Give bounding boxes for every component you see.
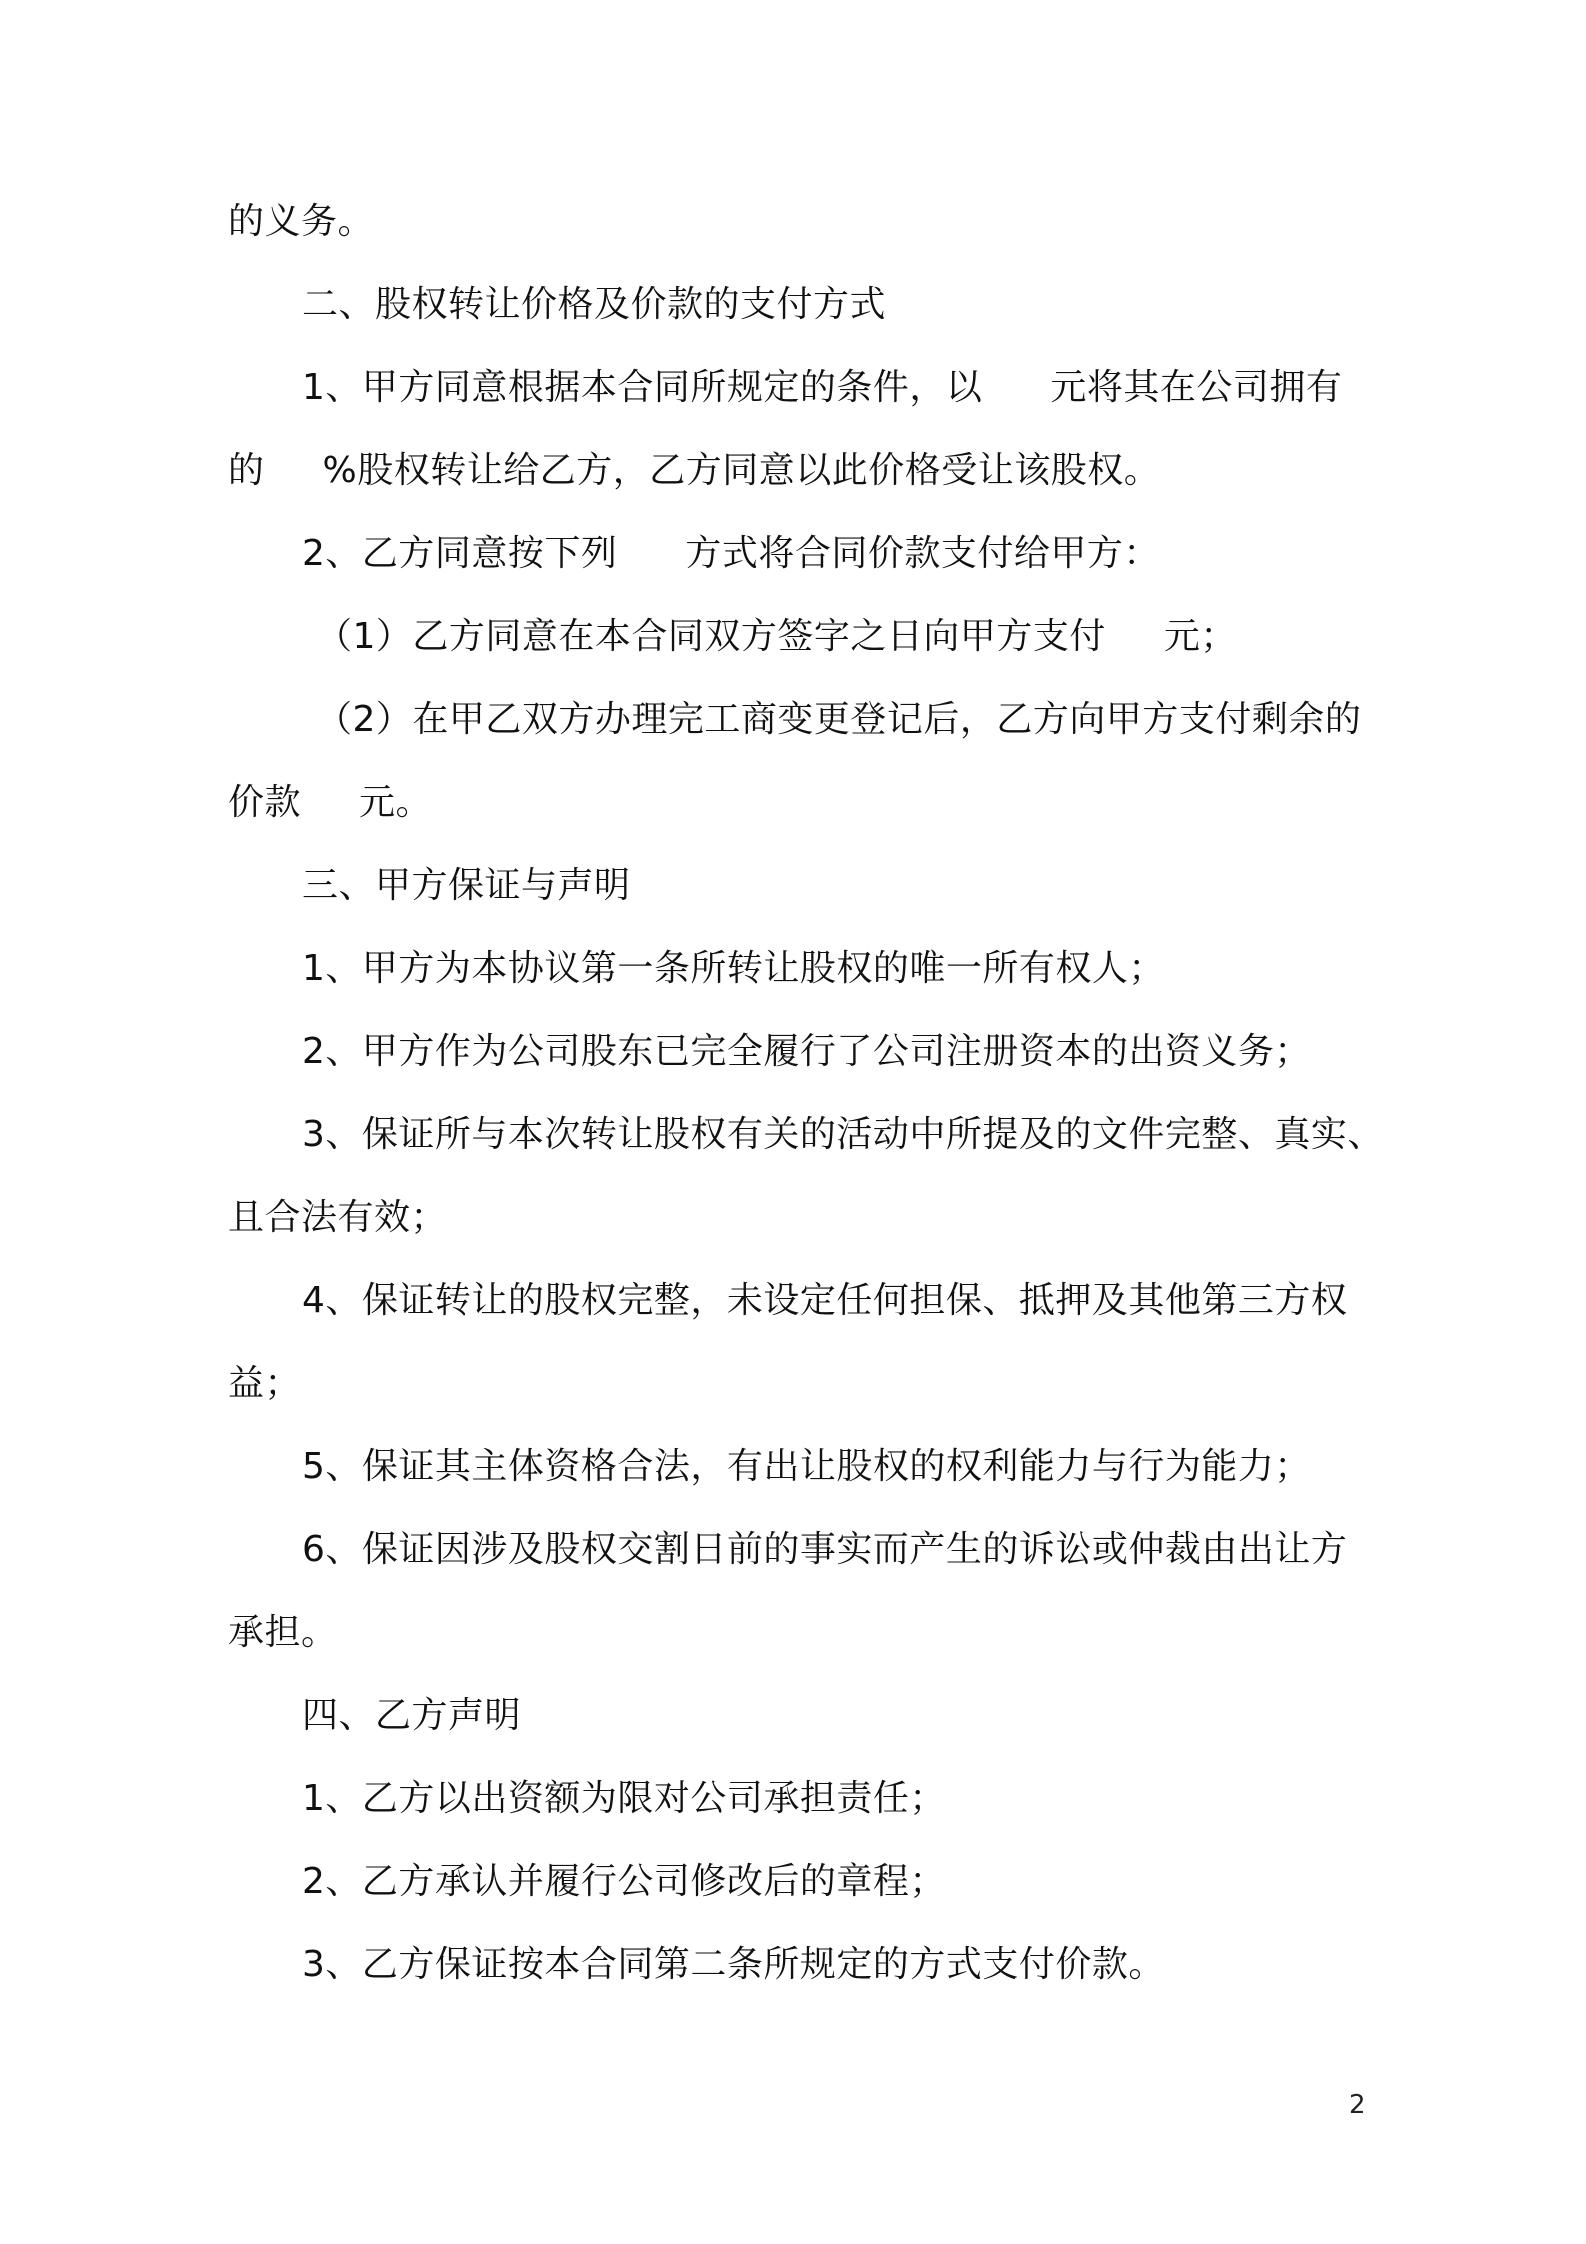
text-line: 1、乙方以出资额为限对公司承担责任； (302, 1778, 946, 1819)
text-line (228, 429, 1368, 512)
section-heading: 四、乙方声明 (302, 1695, 522, 1736)
text-line: 1、甲方为本协议第一条所转让股权的唯一所有权人； (302, 948, 1165, 989)
text-line: 承担。 (228, 1612, 338, 1653)
text-line (228, 512, 1368, 595)
text-segment: 2、乙方同意按下列 (302, 533, 618, 574)
text-line: （2）在甲乙双方办理完工商变更登记后，乙方向甲方支付剩余的 (316, 699, 1362, 740)
text-line: 且合法有效； (228, 1197, 448, 1238)
text-segment: 的 (228, 450, 265, 491)
text-segment: 元。 (359, 782, 433, 823)
text-line: 的义务。 (228, 201, 375, 242)
text-segment: 元； (1163, 616, 1237, 657)
text-line (228, 346, 1368, 429)
text-line: 3、乙方保证按本合同第二条所规定的方式支付价款。 (302, 1944, 1165, 1985)
text-line: 3、保证所与本次转让股权有关的活动中所提及的文件完整、真实、 (302, 1114, 1384, 1155)
text-line (228, 761, 1368, 844)
text-line: 4、保证转让的股权完整，未设定任何担保、抵押及其他第三方权 (302, 1280, 1348, 1321)
text-segment: 价款 (228, 782, 302, 823)
text-line: 6、保证因涉及股权交割日前的事实而产生的诉讼或仲裁由出让方 (302, 1529, 1348, 1570)
text-line: 2、乙方承认并履行公司修改后的章程； (302, 1861, 946, 1902)
text-segment: 元将其在公司拥有 (1050, 367, 1343, 408)
section-heading: 二、股权转让价格及价款的支付方式 (302, 284, 887, 325)
text-segment: 方式将合同价款支付给甲方： (685, 533, 1160, 574)
document-page (228, 180, 1384, 2006)
text-segment: 1、甲方同意根据本合同所规定的条件，以 (302, 367, 983, 408)
text-segment: （1）乙方同意在本合同双方签字之日向甲方支付 (316, 616, 1106, 657)
text-segment: %股权转让给乙方，乙方同意以此价格受让该股权。 (322, 450, 1161, 491)
page-number: 2 (1349, 2090, 1366, 2120)
text-line: 5、保证其主体资格合法，有出让股权的权利能力与行为能力； (302, 1446, 1311, 1487)
text-line: 2、甲方作为公司股东已完全履行了公司注册资本的出资义务； (302, 1031, 1311, 1072)
section-heading: 三、甲方保证与声明 (302, 865, 631, 906)
text-line (228, 595, 1368, 678)
text-line: 益； (228, 1363, 302, 1404)
